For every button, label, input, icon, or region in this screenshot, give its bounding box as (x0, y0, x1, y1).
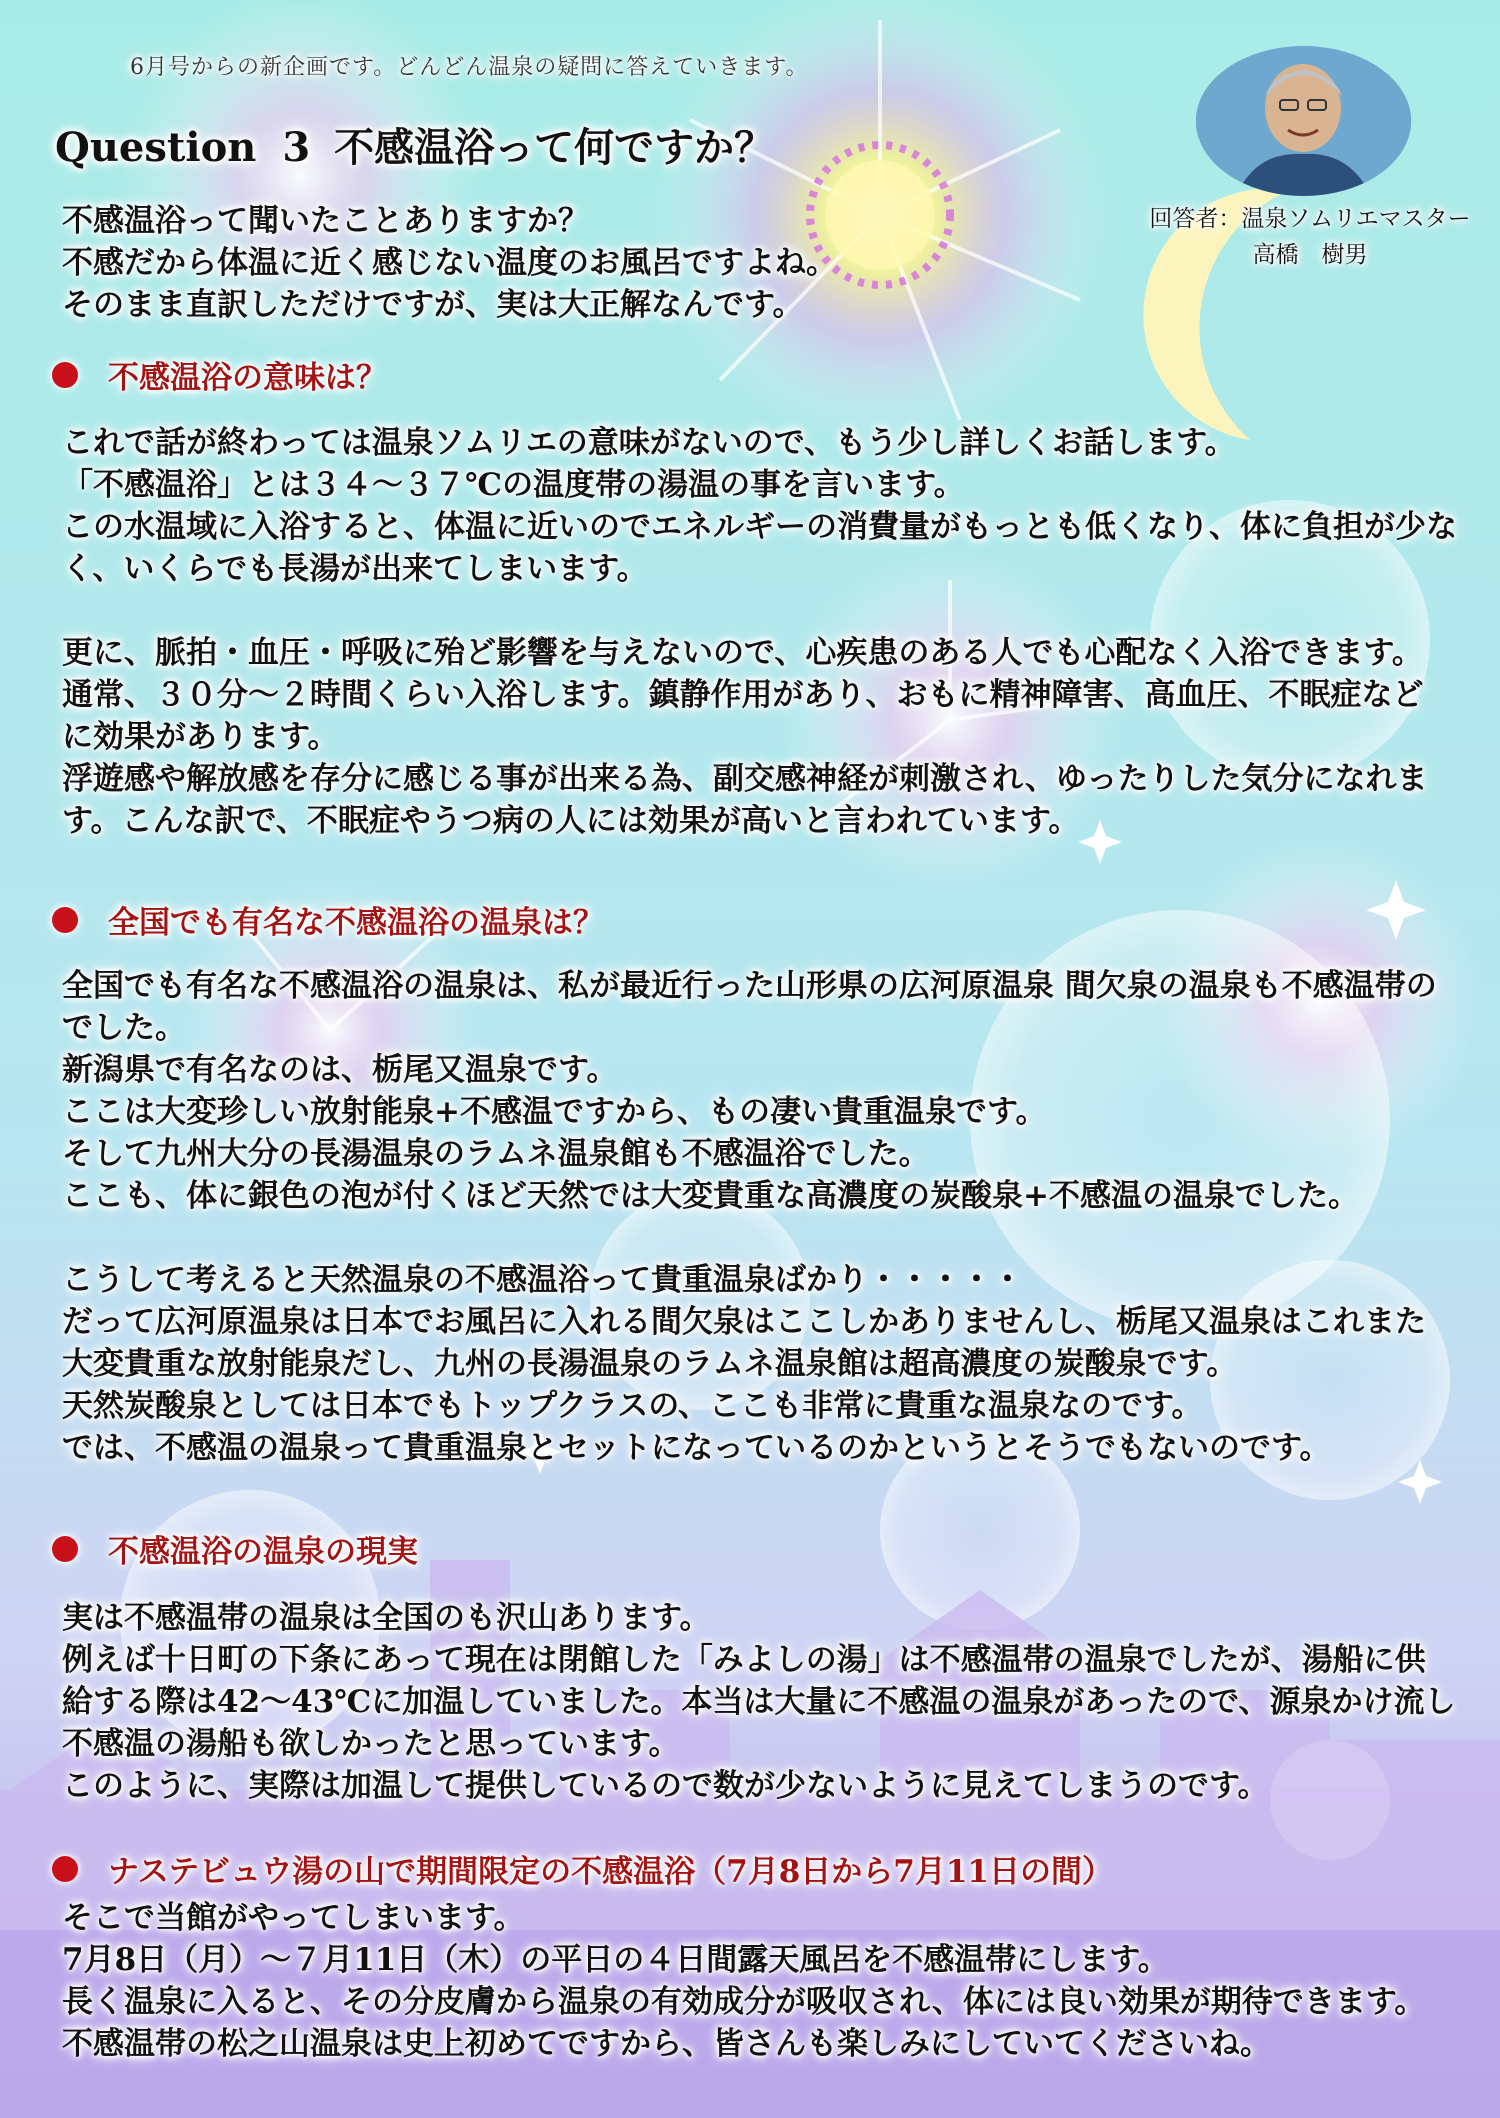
bullet-icon (52, 1856, 78, 1882)
responder-role: 回答者：温泉ソムリエマスター (1149, 206, 1471, 232)
text-line: 大変貴重な放射能泉だし、九州の長湯温泉のラムネ温泉館は超高濃度の炭酸泉です。 (62, 1346, 1238, 1382)
text-line: 不感温帯の松之山温泉は史上初めてですから、皆さんも楽しみにしていてくださいね。 (62, 2026, 1271, 2062)
intro-paragraph (62, 200, 1462, 326)
text-line: ここも、体に銀色の泡が付くほど天然では大変貴重な高濃度の炭酸泉+不感温の温泉でした。 (62, 1178, 1359, 1214)
section-heading-text: 不感温浴の温泉の現実 (108, 1534, 418, 1570)
text-line: に効果があります。 (62, 719, 339, 755)
responder-photo (1196, 46, 1411, 196)
text-line: く、いくらでも長湯が出来てしまいます。 (62, 551, 648, 587)
text-line: これで話が終わっては温泉ソムリエの意味がないので、もう少し詳しくお話します。 (62, 425, 1236, 461)
question-number: 3 (282, 124, 311, 171)
text-line: 不感温の湯船も欲しかったと思っています。 (62, 1726, 680, 1762)
text-line: 例えば十日町の下条にあって現在は閉館した「みよしの湯」は不感温帯の温泉でしたが、湯船に供 (62, 1642, 1426, 1678)
section-body-reality (62, 1597, 1462, 1807)
section-heading-text: ナステビュウ湯の山で期間限定の不感温浴（7月8日から7月11日の間） (108, 1854, 1113, 1890)
text-line: だって広河原温泉は日本でお風呂に入れる間欠泉はここしかありませんし、栃尾又温泉はこれまた (62, 1304, 1426, 1340)
bullet-icon (52, 1536, 78, 1562)
text-line: 長く温泉に入ると、その分皮膚から温泉の有効成分が吸収され、体には良い効果が期待できます。 (62, 1984, 1426, 2020)
text-line: 浮遊感や解放感を存分に感じる事が出来る為、副交感神経が刺激され、ゆったりした気分になれま (62, 761, 1428, 797)
text-line: そこで当館がやってしまいます。 (62, 1900, 525, 1936)
text-line: でした。 (62, 1010, 186, 1046)
section-heading-reality (52, 1526, 418, 1571)
bullet-icon (52, 907, 78, 933)
text-line: 給する際は42～43℃に加温していました。本当は大量に不感温の温泉があったので、源泉かけ流し (62, 1684, 1456, 1720)
text-line: そのまま直訳しただけですが、実は大正解なんです。 (62, 287, 804, 323)
question-label: Question (55, 124, 257, 171)
section-heading-text: 不感温浴の意味は？ (108, 360, 387, 396)
section-body-meaning (62, 422, 1462, 842)
responder-name: 高橋 樹男 (1252, 241, 1368, 268)
text-line: 不感温浴って聞いたことありますか？ (62, 203, 589, 239)
text-line: ここは大変珍しい放射能泉+不感温ですから、もの凄い貴重温泉です。 (62, 1094, 1047, 1130)
text-line: 全国でも有名な不感温浴の温泉は、私が最近行った山形県の広河原温泉 間欠泉の温泉も不感温帯の (62, 968, 1437, 1004)
section-heading-limited-event (52, 1846, 1113, 1891)
text-line: こうして考えると天然温泉の不感温浴って貴重温泉ばかり・・・・・ (62, 1262, 1023, 1298)
text-line: 「不感温浴」とは３４～３７℃の温度帯の湯温の事を言います。 (62, 467, 965, 503)
section-heading-text: 全国でも有名な不感温浴の温泉は？ (108, 905, 604, 941)
text-line: 実は不感温帯の温泉は全国のも沢山あります。 (62, 1600, 711, 1636)
bullet-icon (52, 362, 78, 388)
section-body-famous (62, 965, 1462, 1469)
series-intro-note: 6月号からの新企画です。どんどん温泉の疑問に答えていきます。 (130, 55, 809, 80)
text-line: 不感だから体温に近く感じない温度のお風呂ですよね。 (62, 245, 837, 281)
spacer (62, 590, 1462, 632)
section-body-limited-event (62, 1897, 1462, 2065)
text-line: 新潟県で有名なのは、栃尾又温泉です。 (62, 1052, 618, 1088)
section-heading-famous (52, 897, 604, 942)
question-title (55, 116, 774, 173)
text-line: 通常、３０分～２時間くらい入浴します。鎮静作用があり、おもに精神障害、高血圧、不眠症など (62, 677, 1424, 713)
text-line: そして九州大分の長湯温泉のラムネ温泉館も不感温浴でした。 (62, 1136, 930, 1172)
spacer (62, 1217, 1462, 1259)
text-line: このように、実際は加温して提供しているので数が少ないように見えてしまうのです。 (62, 1768, 1269, 1804)
section-heading-meaning (52, 352, 387, 397)
text-line: では、不感温の温泉って貴重温泉とセットになっているのかというとそうでもないのです。 (62, 1430, 1331, 1466)
text-line: 7月8日（月）～７月11日（木）の平日の４日間露天風呂を不感温帯にします。 (62, 1942, 1169, 1978)
question-text: 不感温浴って何ですか？ (334, 124, 775, 171)
text-line: す。こんな訳で、不眠症やうつ病の人には効果が高いと言われています。 (62, 803, 1080, 839)
text-line: 更に、脈拍・血圧・呼吸に殆ど影響を与えないので、心疾患のある人でも心配なく入浴できます。 (62, 635, 1423, 671)
text-line: この水温域に入浴すると、体温に近いのでエネルギーの消費量がもっとも低くなり、体に負担が少な (62, 509, 1457, 545)
text-line: 天然炭酸泉としては日本でもトップクラスの、ここも非常に貴重な温泉なのです。 (62, 1388, 1203, 1424)
